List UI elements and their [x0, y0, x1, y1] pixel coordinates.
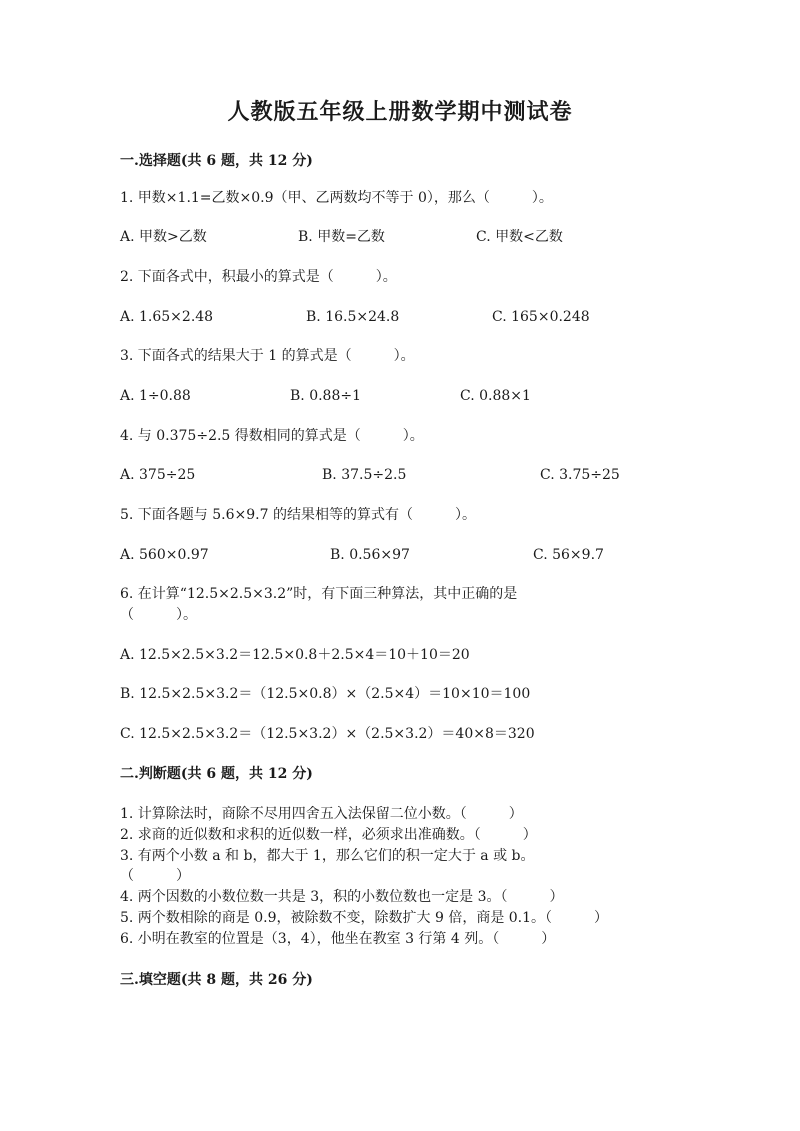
judge-item-3-answer: （ ）: [120, 868, 190, 884]
question-2-option-c: C. 165×0.248: [492, 309, 590, 325]
question-1-option-a: A. 甲数>乙数: [120, 229, 207, 245]
section-heading-choice: 一.选择题(共 6 题，共 12 分): [120, 153, 313, 169]
question-1-stem: 1. 甲数×1.1=乙数×0.9（甲、乙两数均不等于 0），那么（ ）。: [120, 190, 553, 206]
question-6-option-b: B. 12.5×2.5×3.2＝（12.5×0.8）×（2.5×4）＝10×10＝100: [120, 686, 531, 702]
question-3-option-c: C. 0.88×1: [460, 388, 531, 404]
question-4-stem: 4. 与 0.375÷2.5 得数相同的算式是（ ）。: [120, 428, 424, 444]
question-1-option-b: B. 甲数=乙数: [298, 229, 385, 245]
page-title: 人教版五年级上册数学期中测试卷: [227, 99, 573, 125]
section-heading-fill: 三.填空题(共 8 题，共 26 分): [120, 972, 313, 988]
question-2-stem: 2. 下面各式中，积最小的算式是（ ）。: [120, 269, 397, 285]
judge-item-5: 5. 两个数相除的商是 0.9，被除数不变，除数扩大 9 倍，商是 0.1。（ ）: [120, 910, 609, 926]
question-4-option-c: C. 3.75÷25: [540, 467, 620, 483]
judge-item-6: 6. 小明在教室的位置是（3，4），他坐在教室 3 行第 4 列。（ ）: [120, 931, 556, 947]
question-4-option-a: A. 375÷25: [120, 467, 196, 483]
question-2-option-b: B. 16.5×24.8: [306, 309, 400, 325]
question-1-option-c: C. 甲数<乙数: [476, 229, 563, 245]
question-3-option-b: B. 0.88÷1: [290, 388, 361, 404]
question-5-option-c: C. 56×9.7: [533, 547, 604, 563]
judge-item-4: 4. 两个因数的小数位数一共是 3，积的小数位数也一定是 3。（ ）: [120, 889, 564, 905]
question-6-option-c: C. 12.5×2.5×3.2＝（12.5×3.2）×（2.5×3.2）＝40×8＝320: [120, 726, 535, 742]
question-5-option-b: B. 0.56×97: [330, 547, 410, 563]
question-5-stem: 5. 下面各题与 5.6×9.7 的结果相等的算式有（ ）。: [120, 507, 476, 523]
question-6-stem-line2: （ ）。: [120, 607, 197, 623]
judge-item-1: 1. 计算除法时，商除不尽用四舍五入法保留二位小数。（ ）: [120, 806, 523, 822]
question-3-stem: 3. 下面各式的结果大于 1 的算式是（ ）。: [120, 348, 415, 364]
question-4-option-b: B. 37.5÷2.5: [322, 467, 407, 483]
judge-item-3: 3. 有两个小数 a 和 b，都大于 1，那么它们的积一定大于 a 或 b。: [120, 848, 535, 864]
question-5-option-a: A. 560×0.97: [120, 547, 209, 563]
question-3-option-a: A. 1÷0.88: [120, 388, 191, 404]
section-heading-judge: 二.判断题(共 6 题，共 12 分): [120, 766, 313, 782]
question-6-option-a: A. 12.5×2.5×3.2＝12.5×0.8＋2.5×4＝10＋10＝20: [120, 647, 470, 663]
judge-item-2: 2. 求商的近似数和求积的近似数一样，必须求出准确数。（ ）: [120, 827, 537, 843]
question-6-stem-line1: 6. 在计算“12.5×2.5×3.2”时，有下面三种算法，其中正确的是: [120, 586, 518, 602]
question-2-option-a: A. 1.65×2.48: [120, 309, 214, 325]
